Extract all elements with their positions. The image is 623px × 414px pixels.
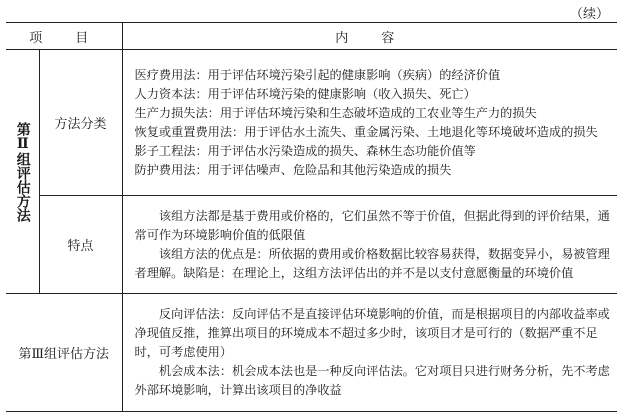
classification-content [122, 50, 617, 196]
classification-label: 方法分类 [39, 50, 122, 196]
group3-paragraph: 机会成本法：机会成本法也是一种反向评估法。它对项目只进行财务分析，先不考虑外部环境影响，计算出该项目的净收益 [134, 364, 610, 397]
features-content [122, 196, 617, 294]
features-label: 特点 [39, 196, 122, 294]
features-paragraph: 该组方法都是基于费用或价格的，它们虽然不等于价值，但据此得到的评价结果，通常可作为环境影响价值的低限值 [134, 208, 610, 242]
methods-table [6, 22, 617, 412]
row-group3 [6, 294, 617, 412]
row-classification [6, 50, 617, 196]
group3-content [122, 294, 617, 412]
classification-line: 影子工程法：用于评估水污染造成的损失、森林生态功能价值等 [134, 143, 476, 158]
features-paragraphs [123, 203, 618, 287]
classification-line: 生产力损失法：用于评估环境污染和生态破坏造成的工农业等生产力的损失 [134, 105, 537, 120]
classification-line: 人力资本法：用于评估环境污染的健康影响（收入损失、死亡） [134, 86, 476, 101]
row-features [6, 196, 617, 294]
features-paragraph: 该组方法的优点是：所依据的费用或价格数据比较容易获得，数据变异小，易被管理者理解。缺陷是：在理论上，这组方法评估出的并不是以支付意愿衡量的环境价值 [134, 246, 610, 280]
classification-lines [123, 62, 618, 184]
group2-title: 第Ⅱ组评估方法 [14, 121, 31, 222]
header-item: 项 目 [6, 23, 122, 50]
group3-title: 第Ⅲ组评估方法 [6, 294, 122, 412]
group3-paragraph: 反向评估法：反向评估不是直接评估环境影响的价值，而是根据项目的内部收益率或净现值反推，推算出项目的环境成本不超过多少时，该项目才是可行的（数据严重不足时，可考虑使用） [134, 307, 610, 359]
group2-title-cell [6, 50, 39, 294]
classification-line: 恢复或重置费用法：用于评估水土流失、重金属污染、土地退化等环境破坏造成的损失 [134, 124, 598, 139]
group3-paragraphs [123, 301, 618, 404]
continued-label: （续） [569, 7, 609, 22]
classification-line: 防护费用法：用于评估噪声、危险品和其他污染造成的损失 [134, 162, 452, 177]
header-row [6, 23, 617, 50]
header-content: 内 容 [122, 23, 617, 50]
classification-line: 医疗费用法：用于评估环境污染引起的健康影响（疾病）的经济价值 [134, 67, 501, 82]
